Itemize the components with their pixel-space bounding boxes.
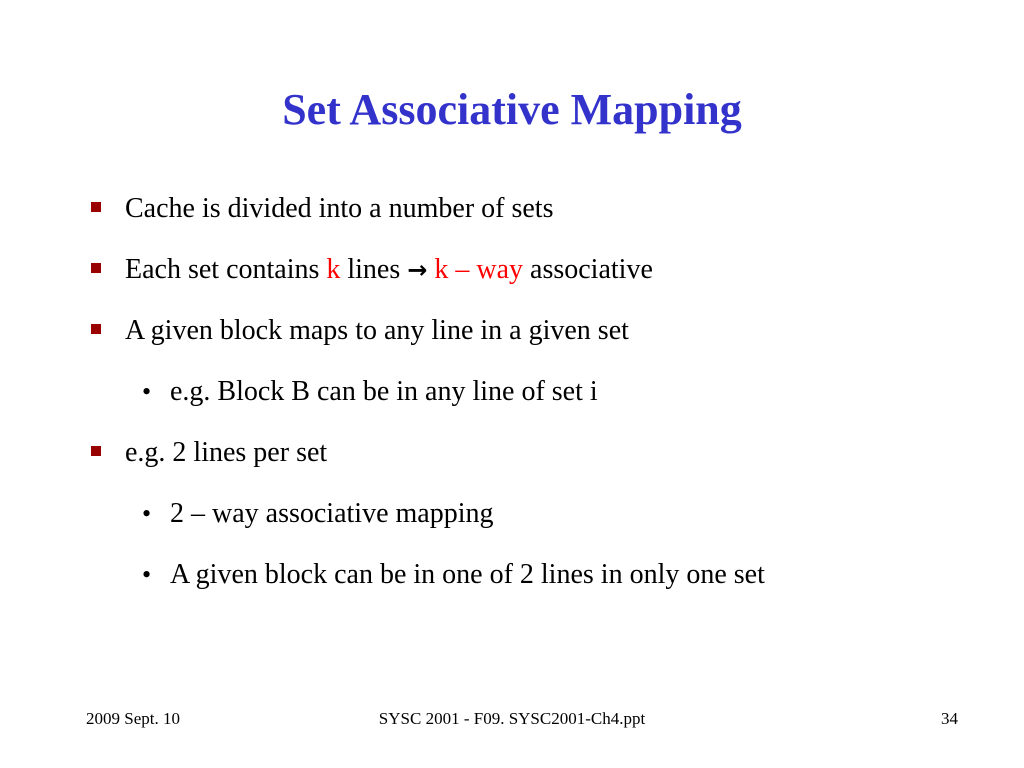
round-bullet-icon: • [142, 499, 152, 528]
bullet-block-maps-any-line [125, 313, 629, 349]
k-highlight: k [326, 254, 341, 285]
bullet-text-part: lines [340, 254, 408, 285]
bullet-two-lines-per-set [125, 435, 327, 471]
bullet-text: A given block can be in one of 2 lines in only one set [170, 559, 765, 590]
bullet-text: 2 – way associative mapping [170, 498, 494, 529]
square-bullet-icon [91, 263, 101, 273]
bullet-text: Cache is divided into a number of sets [125, 193, 554, 224]
k-way-highlight: k – way [434, 254, 524, 285]
bullet-text-part: associative [523, 254, 653, 285]
right-arrow-icon: → [407, 256, 428, 284]
footer-course-file: SYSC 2001 - F09. SYSC2001-Ch4.ppt [378, 709, 646, 728]
sub-bullet-two-way-mapping [142, 496, 494, 532]
square-bullet-icon [91, 324, 101, 334]
bullet-text-part: Each set contains [125, 254, 327, 285]
footer-page-number: 34 [941, 709, 958, 728]
slide-title: Set Associative Mapping [282, 85, 742, 134]
sub-bullet-one-of-two-lines [142, 557, 765, 593]
square-bullet-icon [91, 446, 101, 456]
round-bullet-icon: • [142, 560, 152, 589]
bullet-text: e.g. 2 lines per set [125, 437, 328, 468]
square-bullet-icon [91, 202, 101, 212]
sub-bullet-block-b-example [142, 374, 598, 410]
bullet-set-contains-k-lines [125, 252, 653, 288]
footer-date: 2009 Sept. 10 [86, 709, 180, 728]
bullet-text: e.g. Block B can be in any line of set i [170, 376, 598, 407]
bullet-cache-divided [125, 191, 553, 227]
round-bullet-icon: • [142, 377, 152, 406]
bullet-text: A given block maps to any line in a given set [125, 315, 629, 346]
